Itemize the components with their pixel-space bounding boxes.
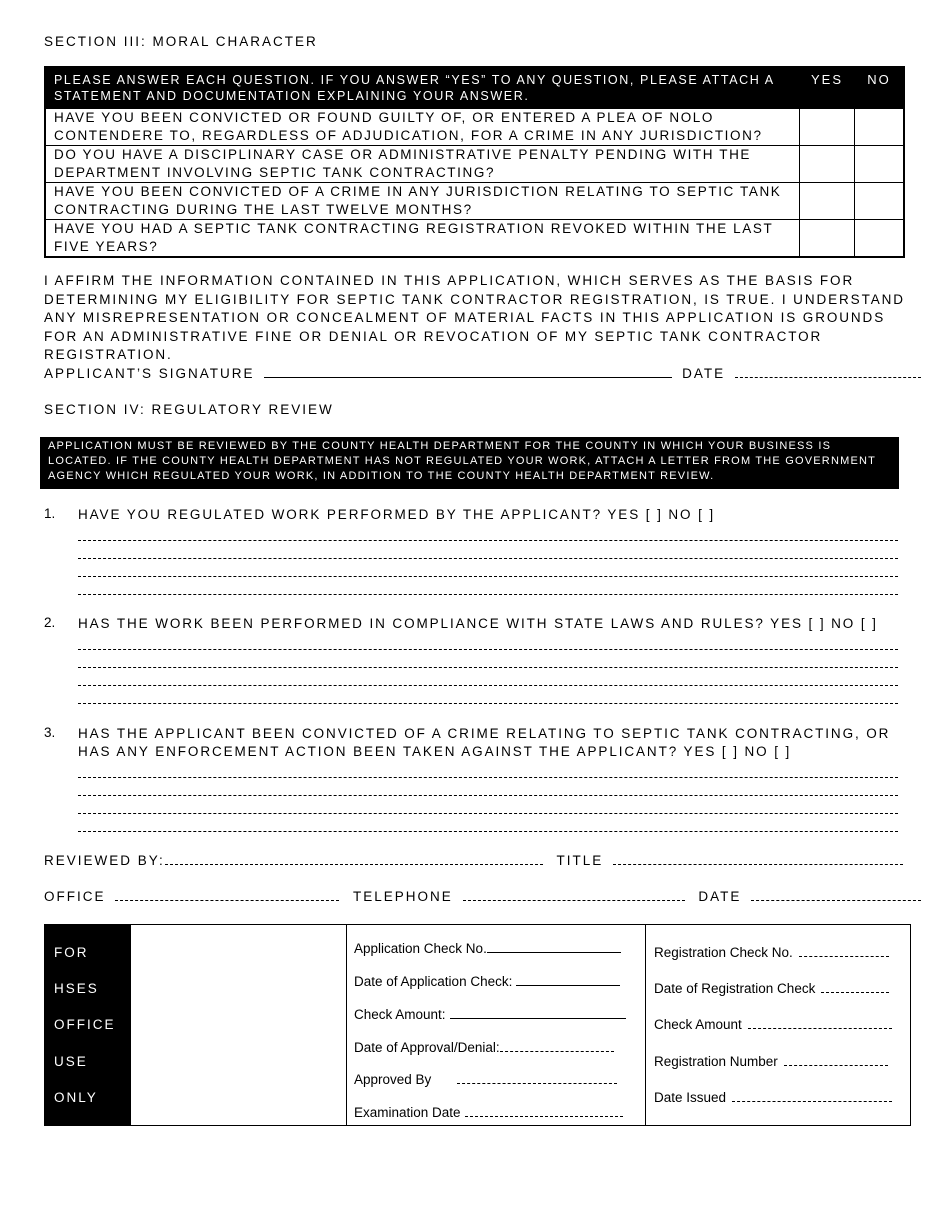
approval-date-label: Date of Approval/Denial: xyxy=(354,1040,500,1055)
office-use-box xyxy=(44,924,911,1126)
regulatory-review-notice: APPLICATION MUST BE REVIEWED BY THE COUNTY HEALTH DEPARTMENT FOR THE COUNTY IN WHICH YOUR BUSINESS IS LOCATED. IF THE COUNTY HEALTH DEPARTMENT HAS NOT REGULATED YOUR WORK, ATTACH A LETTER FROM THE GOVERNMENT AGENCY WHICH REGULATED YOUR WORK, IN ADDITION TO THE COUNTY HEALTH DEPARTMENT REVIEW. xyxy=(40,437,899,489)
review-date-label: DATE xyxy=(698,889,742,904)
office-use-label: OFFICE xyxy=(54,1017,116,1032)
review-date-line[interactable] xyxy=(751,900,921,901)
moral-question-2-no-box[interactable] xyxy=(855,146,905,183)
application-check-no-label: Application Check No. xyxy=(354,941,487,956)
telephone-label: TELEPHONE xyxy=(353,889,453,904)
office-line[interactable] xyxy=(115,900,339,901)
review-question-2-answer-line[interactable] xyxy=(78,685,898,686)
review-question-3-number: 3. xyxy=(44,725,56,740)
office-use-label: ONLY xyxy=(54,1090,98,1105)
moral-question-3-yes-box[interactable] xyxy=(800,183,855,220)
title-line[interactable] xyxy=(613,864,903,865)
review-question-2-answer-line[interactable] xyxy=(78,703,898,704)
review-question-1-answer-line[interactable] xyxy=(78,594,898,595)
review-question-2-answer-line[interactable] xyxy=(78,649,898,650)
check-amount-line[interactable] xyxy=(450,1018,626,1019)
moral-character-instructions: PLEASE ANSWER EACH QUESTION. IF YOU ANSWER “YES” TO ANY QUESTION, PLEASE ATTACH A STATEMENT AND DOCUMENTATION EXPLAINING YOUR ANSWER. xyxy=(45,67,800,109)
review-question-2-answer-line[interactable] xyxy=(78,667,898,668)
approved-by-line[interactable] xyxy=(457,1083,617,1084)
review-question-3-answer-line[interactable] xyxy=(78,795,898,796)
review-question-1-answer-line[interactable] xyxy=(78,558,898,559)
moral-question-3-no-box[interactable] xyxy=(855,183,905,220)
registration-check-amount-label: Check Amount xyxy=(654,1017,742,1032)
review-question-1-answer-line[interactable] xyxy=(78,576,898,577)
review-question-1-number: 1. xyxy=(44,506,56,521)
approval-date-line[interactable] xyxy=(500,1051,614,1052)
signature-label: APPLICANT’S SIGNATURE xyxy=(44,366,255,381)
section-3-title: SECTION III: MORAL CHARACTER xyxy=(44,34,318,49)
moral-question-1: HAVE YOU BEEN CONVICTED OR FOUND GUILTY OF, OR ENTERED A PLEA OF NOLO CONTENDERE TO, REGARDLESS OF ADJUDICATION, FOR A CRIME IN ANY JURISDICTION? xyxy=(45,109,800,146)
registration-check-no-line[interactable] xyxy=(799,956,889,957)
office-use-label-column xyxy=(45,925,131,1125)
reviewed-by-row xyxy=(44,853,903,868)
registration-fields-column xyxy=(646,925,910,1125)
date-issued-label: Date Issued xyxy=(654,1090,727,1105)
office-label: OFFICE xyxy=(44,889,106,904)
office-telephone-row xyxy=(44,889,921,904)
signature-line[interactable] xyxy=(264,377,672,378)
office-use-label: HSES xyxy=(54,981,99,996)
review-question-1-answer-line[interactable] xyxy=(78,540,898,541)
review-question-2-number: 2. xyxy=(44,615,56,630)
office-use-label: USE xyxy=(54,1054,88,1069)
application-fields-column xyxy=(347,925,646,1125)
application-check-date-line[interactable] xyxy=(516,985,620,986)
review-question-3-answer-line[interactable] xyxy=(78,813,898,814)
approved-by-label: Approved By xyxy=(354,1072,432,1087)
moral-question-1-no-box[interactable] xyxy=(855,109,905,146)
yes-column-header: YES xyxy=(800,67,855,109)
review-question-2: HAS THE WORK BEEN PERFORMED IN COMPLIANCE WITH STATE LAWS AND RULES? YES [ ] NO [ ] xyxy=(78,616,878,631)
moral-question-2-yes-box[interactable] xyxy=(800,146,855,183)
reviewed-by-label: REVIEWED BY: xyxy=(44,853,165,868)
telephone-line[interactable] xyxy=(463,900,685,901)
title-label: TITLE xyxy=(556,853,604,868)
date-issued-line[interactable] xyxy=(732,1101,892,1102)
signature-date-label: DATE xyxy=(682,366,726,381)
registration-check-date-label: Date of Registration Check xyxy=(654,981,816,996)
office-use-blank-column[interactable] xyxy=(131,925,347,1125)
no-column-header: NO xyxy=(855,67,905,109)
review-question-3-answer-line[interactable] xyxy=(78,777,898,778)
moral-question-4: HAVE YOU HAD A SEPTIC TANK CONTRACTING REGISTRATION REVOKED WITHIN THE LAST FIVE YEARS? xyxy=(45,220,800,258)
registration-number-label: Registration Number xyxy=(654,1054,778,1069)
signature-row xyxy=(44,366,921,381)
moral-character-table xyxy=(44,66,905,258)
registration-check-no-label: Registration Check No. xyxy=(654,945,793,960)
examination-date-line[interactable] xyxy=(465,1116,623,1117)
application-check-no-line[interactable] xyxy=(487,952,621,953)
moral-question-1-yes-box[interactable] xyxy=(800,109,855,146)
section-4-title: SECTION IV: REGULATORY REVIEW xyxy=(44,402,334,417)
affirmation-statement: I AFFIRM THE INFORMATION CONTAINED IN THIS APPLICATION, WHICH SERVES AS THE BASIS FOR DETERMINING MY ELIGIBILITY FOR SEPTIC TANK CONTRACTOR REGISTRATION, IS TRUE. I UNDERSTAND ANY MISREPRESENTATION OR CONCEALMENT OF MATERIAL FACTS IN THIS APPLICATION IS GROUNDS FOR AN ADMINISTRATIVE FINE OR DENIAL OR REVOCATION OF MY SEPTIC TANK CONTRACTOR REGISTRATION. xyxy=(44,273,905,362)
check-amount-label: Check Amount: xyxy=(354,1007,446,1022)
signature-date-line[interactable] xyxy=(735,377,921,378)
review-question-1: HAVE YOU REGULATED WORK PERFORMED BY THE APPLICANT? YES [ ] NO [ ] xyxy=(78,507,716,522)
review-question-3-answer-line[interactable] xyxy=(78,831,898,832)
registration-check-amount-line[interactable] xyxy=(748,1028,892,1029)
review-question-3: HAS THE APPLICANT BEEN CONVICTED OF A CRIME RELATING TO SEPTIC TANK CONTRACTING, OR HAS ANY ENFORCEMENT ACTION BEEN TAKEN AGAINST THE APPLICANT? YES [ ] NO [ ] xyxy=(78,726,891,759)
moral-question-4-no-box[interactable] xyxy=(855,220,905,258)
reviewed-by-line[interactable] xyxy=(165,864,543,865)
registration-number-line[interactable] xyxy=(784,1065,888,1066)
examination-date-label: Examination Date xyxy=(354,1105,461,1120)
moral-question-3: HAVE YOU BEEN CONVICTED OF A CRIME IN ANY JURISDICTION RELATING TO SEPTIC TANK CONTRACTING DURING THE LAST TWELVE MONTHS? xyxy=(45,183,800,220)
moral-question-4-yes-box[interactable] xyxy=(800,220,855,258)
moral-question-2: DO YOU HAVE A DISCIPLINARY CASE OR ADMINISTRATIVE PENALTY PENDING WITH THE DEPARTMENT INVOLVING SEPTIC TANK CONTRACTING? xyxy=(45,146,800,183)
registration-check-date-line[interactable] xyxy=(821,992,889,993)
office-use-label: FOR xyxy=(54,945,89,960)
application-check-date-label: Date of Application Check: xyxy=(354,974,513,989)
